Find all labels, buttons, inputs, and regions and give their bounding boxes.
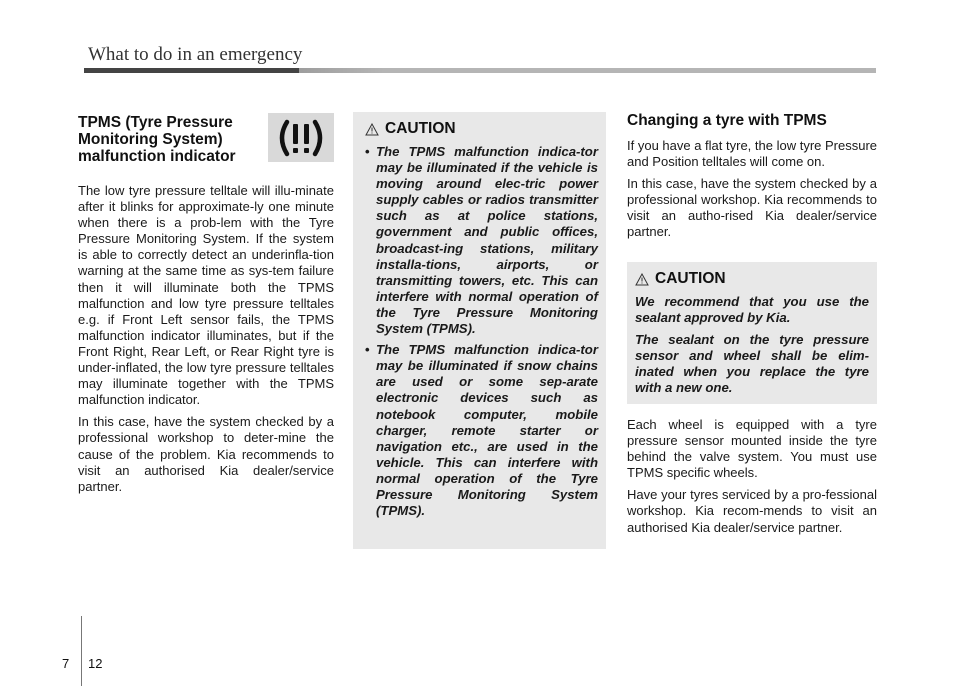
caution-heading: CAUTION [385, 120, 456, 137]
caution-box-sealant [627, 262, 877, 404]
caution-item: • The TPMS malfunction indica-tor may be illuminated if the vehicle is moving around elec-tric power supply cables or radios transmitter such as at police stations, government and public offices, broadcast-ing stations, military installa-tions, airports, or transmitting towers, etc. This can interfere with normal operation of the Tyre Pressure Monitoring System (TPMS). [365, 144, 598, 337]
caution-text: We recommend that you use the sealant approved by Kia. [635, 294, 869, 326]
tpms-malfunction-heading: TPMS (Tyre Pressure Monitoring System) malfunction indicator [78, 114, 236, 165]
caution-heading: CAUTION [655, 270, 726, 287]
page-number-divider [81, 616, 82, 686]
right-paragraph-1: If you have a flat tyre, the low tyre Pressure and Position telltales will come on. [627, 138, 878, 170]
caution-item: • The TPMS malfunction indica-tor may be illuminated if snow chains are used or some sep-arate electronic devices such as notebook computer, mobile charger, remote starter or navigation etc., are used in the vehicle. This can interfere with normal operation of the Tyre Pressure Monitoring System (TPMS). [365, 342, 598, 519]
page-number: 12 [88, 656, 103, 671]
left-column [78, 112, 334, 501]
caution-text: The sealant on the tyre pressure sensor and wheel shall be elim-inated when you replace the tyre with a new one. [635, 332, 869, 396]
right-paragraph-2: In this case, have the system checked by a professional workshop. Kia recommends to visit an autho-rised Kia dealer/service partner. [627, 176, 877, 240]
chapter-number: 7 [62, 656, 70, 671]
page-header-title: What to do in an emergency [88, 44, 303, 65]
warning-triangle-icon [365, 123, 379, 136]
right-column [627, 112, 877, 247]
right-paragraph-3: Each wheel is equipped with a tyre pressure sensor mounted inside the tyre behind the valve system. You must use TPMS specific wheels. [627, 417, 877, 481]
right-column-lower [627, 417, 877, 542]
tpms-malfunction-warning-icon [268, 113, 334, 162]
header-rule [84, 68, 876, 73]
left-paragraph-1: The low tyre pressure telltale will illu-minate after it blinks for approximate-ly one minute when there is a prob-lem with the Tyre Pressure Monitoring System. If the system is able to correctly detect an underinfla-tion warning at the same time as sys-tem failure then it will illuminate both the TPMS malfunction and low tyre pressure telltales e.g. if Front Left sensor fails, the TPMS malfunction indicator illuminates, but if the Front Right, Rear Left, or Rear Right tyre is under-inflated, the low tyre pressure telltales may illuminate together with the TPMS malfunction indicator. [78, 183, 334, 408]
warning-triangle-icon [635, 273, 649, 286]
left-paragraph-2: In this case, have the system checked by a professional workshop to deter-mine the cause of the problem. Kia recommends to visit an authorised Kia dealer/service partner. [78, 414, 334, 494]
caution-box-tpms [353, 112, 606, 549]
changing-tyre-heading: Changing a tyre with TPMS [627, 112, 827, 129]
right-paragraph-4: Have your tyres serviced by a pro-fessional workshop. Kia recom-mends to visit an authorised Kia dealer/service partner. [627, 487, 877, 535]
